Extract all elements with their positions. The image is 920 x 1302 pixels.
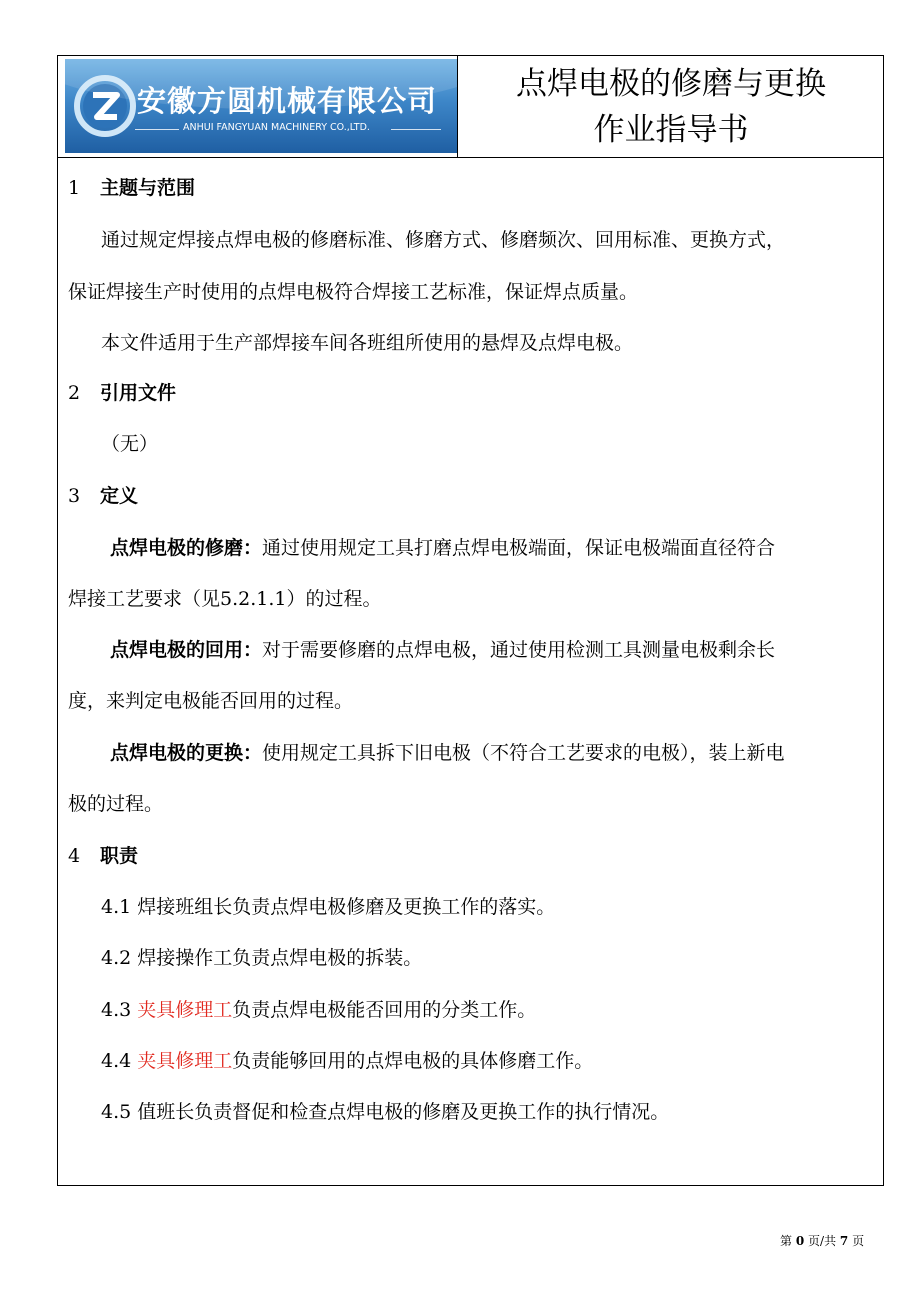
company-name-cn: 安徽方圆机械有限公司	[137, 84, 438, 118]
section-heading-4	[68, 844, 138, 868]
document-title: 点焊电极的修磨与更换	[516, 65, 826, 102]
definition-text: 通过使用规定工具打磨点焊电极端面，保证电极端面直径符合	[262, 537, 776, 559]
definition-1-line-1	[110, 536, 775, 560]
definition-term: 点焊电极的更换：	[110, 742, 263, 764]
duty-number: 4.5	[101, 1101, 132, 1123]
section-2-text: （无）	[101, 433, 159, 455]
definition-1-line-2: 焊接工艺要求（见5.2.1.1）的过程。	[68, 588, 382, 610]
duty-item	[101, 895, 555, 919]
duty-text: 焊接班组长负责点焊电极修磨及更换工作的落实。	[137, 896, 556, 918]
section-1-paragraph-1-line-2: 保证焊接生产时使用的点焊电极符合焊接工艺标准，保证焊点质量。	[68, 281, 639, 303]
definition-2-line-2: 度，来判定电极能否回用的过程。	[68, 690, 354, 712]
duty-highlight: 夹具修理工	[137, 999, 233, 1021]
definition-3-line-2: 极的过程。	[68, 793, 164, 815]
definition-term: 点焊电极的修磨：	[110, 537, 263, 559]
section-1-paragraph-2: 本文件适用于生产部焊接车间各班组所使用的悬焊及点焊电极。	[101, 332, 634, 354]
header-row	[58, 56, 883, 158]
duty-item	[101, 1049, 593, 1073]
company-logo	[65, 59, 457, 153]
duty-item	[101, 946, 422, 970]
current-page-number: 0	[795, 1234, 805, 1248]
duty-text: 负责点焊电极能否回用的分类工作。	[232, 999, 537, 1021]
section-1-paragraph-1-line-1: 通过规定焊接点焊电极的修磨标准、修磨方式、修磨频次、回用标准、更换方式，	[101, 229, 786, 251]
definition-3-line-1	[110, 741, 785, 765]
title-cell	[458, 56, 884, 157]
duty-item	[101, 1100, 669, 1124]
duty-number: 4.3	[101, 999, 132, 1021]
company-logo-icon	[73, 69, 137, 143]
duty-highlight: 夹具修理工	[137, 1050, 233, 1072]
page-label-middle: 页/共	[808, 1234, 837, 1248]
duty-number: 4.4	[101, 1050, 132, 1072]
section-title: 引用文件	[100, 382, 177, 404]
definition-term: 点焊电极的回用：	[110, 639, 263, 661]
definition-text: 使用规定工具拆下旧电极（不符合工艺要求的电极），装上新电	[262, 742, 785, 764]
section-number: 4	[68, 845, 81, 867]
page-footer	[780, 1232, 864, 1249]
logo-divider-left	[135, 129, 179, 130]
section-number: 3	[68, 485, 81, 507]
section-heading-2	[68, 381, 176, 405]
section-heading-1	[68, 176, 195, 200]
section-title: 主题与范围	[100, 177, 196, 199]
logo-divider-right	[391, 129, 441, 130]
duty-number: 4.1	[101, 896, 132, 918]
section-number: 2	[68, 382, 81, 404]
total-pages: 7	[839, 1234, 849, 1248]
logo-cell	[58, 56, 458, 157]
duty-text: 焊接操作工负责点焊电极的拆装。	[137, 947, 423, 969]
duty-number: 4.2	[101, 947, 132, 969]
definition-text: 对于需要修磨的点焊电极，通过使用检测工具测量电极剩余长	[262, 639, 776, 661]
page-label-prefix: 第	[780, 1234, 793, 1248]
duty-item	[101, 998, 536, 1022]
duty-text: 负责能够回用的点焊电极的具体修磨工作。	[232, 1050, 594, 1072]
duty-text: 值班长负责督促和检查点焊电极的修磨及更换工作的执行情况。	[137, 1101, 670, 1123]
section-number: 1	[68, 177, 81, 199]
document-subtitle: 作业指导书	[593, 111, 749, 148]
section-title: 职责	[100, 845, 139, 867]
definition-2-line-1	[110, 638, 775, 662]
section-heading-3	[68, 484, 138, 508]
document-frame	[57, 55, 884, 1186]
company-name-en: ANHUI FANGYUAN MACHINERY CO.,LTD.	[183, 122, 370, 133]
section-title: 定义	[100, 485, 139, 507]
page-label-suffix: 页	[852, 1234, 865, 1248]
